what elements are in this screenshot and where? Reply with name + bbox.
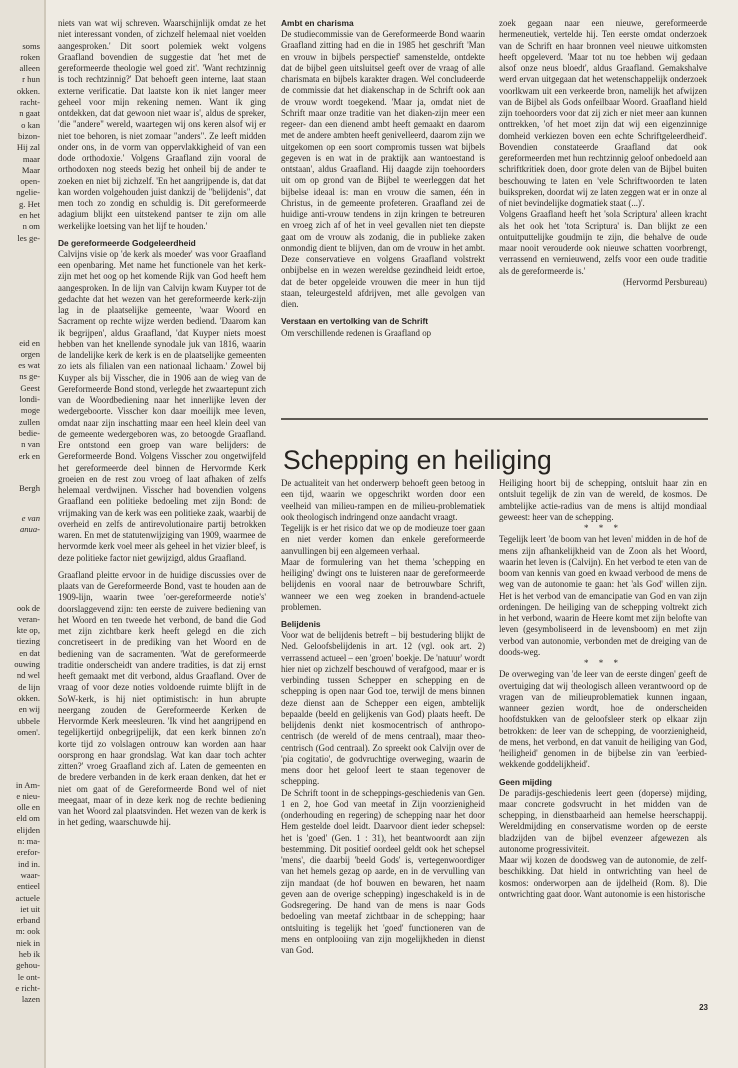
subheading: Verstaan en vertolking van de Schrift <box>281 316 429 327</box>
body-paragraph: De studiecommissie van de Gereformeerde Bond waarin Graafland zitting had en die in 1985 het geschrift 'Man en vrouw in bijbels perspectief' samenstelde, ontdekte dat de bijbel geen uitsluitsel geeft over de vraag of alle charismata en bijbels karakter dragen. Wel concludeerde de commissie dat het diakenschap in de Schrift ook aan de vrouw wordt toegekend. 'Maar ja, omdat niet de Schrift maar onze traditie van het diaken-zijn meer een regeer- dan een dienend ambt heeft gemaakt en daarom met de andere ambten heeft genivelleerd, daarom zijn we uitgekomen op een soort compromis tussen wat bijbels gegeven is en wat in de praktijk aan wantoestand is ontstaan', aldus Graafland. Hij daagde zijn toehoorders uit om op grond van de Bijbel te weerleggen dat het bijbelse ideaal is: man en vrouw die samen, één in Christus, in de gemeente profeteren. Graafland zei de huidige anti-vrouw tendens in zijn kringen te betreuren en vroeg zich af of het in veel gevallen niet ten diepste gaat om de vrouw als zodanig, die in publieke zaken onmondig dient te blijven, dan om de vrouw in het ambt. Deze conservatieve en volgens Graafland volstrekt onbijbelse en in wezen wereldse gezindheid leidt ertoe, dat de beter opgeleide vrouwen die meer in hun tijd staan, teleurgesteld afdrijven, met alle gevolgen van dien. <box>281 29 485 310</box>
prev-page-fragment-6: in Am- e nieu- olle en eld om elijden n: ma- erefor- ind in. waar- entieel actuele iet uit erband m: ook niek in heb ik gehou- le ont- e richt- lazen <box>15 779 40 1005</box>
prev-page-fragment-3: Bergh <box>19 482 40 493</box>
body-paragraph: Tegelijk is er het risico dat we op de modieuze toer gaan en niet verder komen dan enkele gereformeerde aanvullingen bij een algemeen verhaal. <box>281 523 485 556</box>
body-paragraph: De actualiteit van het onderwerp behoeft geen betoog in een tijd, waarin we opgeschrikt worden door een veelheid van milieu-rampen en de milieu-problematiek ook theologisch indringend onze aandacht vraagt. <box>281 478 485 522</box>
body-paragraph: De overweging van 'de leer van de eerste dingen' geeft de overtuiging dat wij theologisch alleen verantwoord op de vragen van de milieuproblematiek kunnen ingaan, wanneer gezien wordt, hoe de onderscheiden hoofdstukken van de geloofsleer sterk op elkaar zijn betrokken: de leer van de schepping, de voorzienigheid, de mens, het verbond, en dat vanuit de heiliging van God, 'heiligheid' genomen in de bijbelse zin van 'eerbied-wekkende goddelijkheid'. <box>499 669 707 770</box>
subheading: Belijdenis <box>281 619 321 629</box>
lower-column-1 <box>281 478 485 956</box>
body-paragraph: De Schrift toont in de scheppings-geschiedenis van Gen. 1 en 2, hoe God van meetaf in Zijn voorzienigheid (onderhouding en regering) de schepping naar het door Hem gestelde doel leidt. Daarvoor dient ieder schepsel: het is 'goed' (Gen. 1 : 31), het beantwoordt aan zijn bestemming. Dit positief oordeel geldt ook het schepsel 'mens', die daarbij 'beeld Gods' is, vertegenwoordiger van het hemels gezag op aarde, en in de vervulling van zijn mandaat (de hof bouwen en bewaren, het naam geven aan de overige schepping) ingeschakeld is in de Godsregering. De hand van de mens is naar Gods bedoeling van meetaf zichtbaar in de schepping; haar ontsluiting is tegelijk het 'goed' functioneren van de mens en ontplooiing van zijn mogelijkheden in dienst van God. <box>281 787 485 956</box>
body-paragraph: Maar wij kozen de doodsweg van de autonomie, de zelf-beschikking. Dat hield in ontwrichting van heel de kosmos: onderworpen aan de ijdelheid (Rom. 8). Die ontwrichting gaat door. Want autonomie is een historische <box>499 855 707 899</box>
page-number: 23 <box>699 1003 708 1012</box>
section-separator-stars: * * * <box>584 658 622 668</box>
upper-column-2 <box>281 18 485 339</box>
prev-page-fragment-4: e van anua- <box>19 512 40 534</box>
author-credit: (Hervormd Persbureau) <box>622 276 707 287</box>
subheading: Ambt en charisma <box>281 18 354 28</box>
body-paragraph: Heiliging hoort bij de schepping, ontsluit haar zin en ontsluit tegelijk de zin van de wereld, de kosmos. De ambtelijke actie-radius van de mens is altijd mondiaal geweest: heer van de schepping. <box>499 478 707 522</box>
body-paragraph: Graafland pleitte ervoor in de huidige discussies over de plaats van de Gereformeerde Bond, vast te houden aan de 1909-lijn, waarin twee 'oer-gereformeerde notie's' doorslaggevend zijn: ten eerste de zuivere bediening van het Woord en ten tweede het verbond, de band die God met zijn zichtbare kerk heeft gelegd en die zich concretiseert in de prediking van het Woord en de bediening van de sacramenten. 'Wat de gereformeerde traditie onderscheidt van andere tradities, is dat zij ernst heeft gemaakt met dit verbond, aldus Graafland. Over de vraag of voor deze noties voldoende ruimte blijft in de SoW-kerk, is hij niet optimistisch: in hun abrupte neergang zouden de Gereformeerde Kerken de Hervormde Kerk meesleuren. 'Ik vind het aangrijpend en tegelijkertijd onbegrijpelijk, dat een kerk binnen zo'n korte tijd zo volslagen ontrouw kan worden aan haar oorsprong en haar grondslag. Wat kan daar toch achter zitten?' vroeg Graafland zich af. Laten de gemeenten en de bredere verbanden in de kerk eraan denken, dat het er niet om gaat of de Gereformeerde Bond wel of niet meegaat, maar of in deze kerk nog de rechte bediening van het Woord zal plaatsvinden. Het wezen van de kerk is in het geding, waarschuwde hij. <box>58 569 266 828</box>
body-paragraph: Calvijns visie op 'de kerk als moeder' was voor Graafland een openbaring. Met name het functionele van het kerk-zijn met het oog op het komende Rijk van God heeft hem aangesproken. In de lijn van Calvijn kwam Kuyper tot de gedachte dat het wezen van het gereformeerde kerk-zijn lag in de plaatselijke gemeente, 'waar Woord en Sacrament op rechte wijze werden bediend. 'Daarom kan ik begrijpen', aldus Graafland, 'dat Kuyper niets moest hebben van het knellende synodale juk van 1816, waarin de landelijke kerk de kerk is en de plaatselijke gemeenten zo iets als filialen van een nationaal lichaam.' Zowel bij Kuyper als bij Visscher, die in 1906 aan de wieg van de Gereformeerde Bond stond, verlegde het zwaartepunt zich van de Woordbediening naar het innerlijke leven der wedergeboorte. Visscher kon daar moeilijk mee leven, omdat naar zijn inschatting maar een heel klein deel van de gemeente wedergeboren was, zo betoogde Graafland. Ere ontstond een groep van ware belijders: de Gereformeerde Bond. Volgens Visscher zou ongetwijfeld het gereformeerde deel binnen de Hervormde Kerk groeien en de rest zou vroeg of laat afhaken of zelfs helemaal verdwijnen. Visscher had bovendien volgens Graafland een politieke bedoeling met zijn Bond: de vrijmaking van de kerk was een politieke zaak, waarbij de overheid en zelfs de antirevolutionaire partij betrokken waren. En met de statutenwijziging van 1909, waarmee de hervormde kerk voel meer als geheel in het vizier bleef, is deze politieke factor niet gewijzigd, aldus Graafland. <box>58 248 266 563</box>
body-paragraph: De paradijs-geschiedenis leert geen (doperse) mijding, maar concrete godsvrucht in het midden van de schepping, in dienstbaarheid aan hemelse heerschappij. Wereldmijding en conservatisme worden op de eerste bladzijden van de bijbel evenzeer afgewezen als autonome progressiviteit. <box>499 787 707 854</box>
subheading: Geen mijding <box>499 776 553 787</box>
subheading: De gereformeerde Godgeleerdheid <box>58 237 196 248</box>
prev-page-fragment-5: ook de veran- kte op, tiezing en dat ouwing nd wel de lijn okken. en wij ubbele omen'. <box>14 602 40 737</box>
upper-column-3 <box>499 18 707 288</box>
body-paragraph: niets van wat wij schreven. Waarschijnlijk omdat ze het niet interessant vonden, of zichzelf helemaal niet voelden aangesproken.' Dit soort polemiek wekt volgens Graafland bovendien de suggestie dat 'het met de gereformeerde theologie wel goed zit'. 'Want rechtzinnig is toch rechtzinnig?' Dat behoeft geen interne, laat staan externe verificatie. Dat laatste kon ik niet langer meer geheel voor mijn rekening nemen. Want ik ging ontdekken, dat dat gewoon niet waar is', aldus de spreker, 'die "andere" wereld, waartegen wij ons keren alsof wij er niet toe behoren, is niet zomaar "anders". Ze leeft midden onder ons, in de vorm van oppervlakkigheid of van een dode orthodoxie.' Volgens Graafland zijn vooral de orthodoxen nog steeds bezig het onheil bij de ander te zoeken en niet bij zichzelf. 'En het aangrijpende is, dat dat kan worden volgehouden juist dankzij de "belijdenis", dat men toch zo zondig en schuldig is. Dit gereformeerde adagium blijkt een uitstekend pantser te zijn om alle werkelijke loetsing van het lijf te houden.' <box>58 18 266 231</box>
section-divider <box>281 418 708 420</box>
lower-column-2 <box>499 478 707 900</box>
body-paragraph: Om verschillende redenen is Graafland op <box>281 327 432 338</box>
body-paragraph: Volgens Graafland heeft het 'sola Scriptura' alleen kracht als het ook het 'tota Scriptura' is. Dan blijkt ze een ontuitputtelijke goudmijn te zijn, die behalve de oude maar nooit verouderde ook nieuwe schatten voorbrengt, verrassend en vernieuwend, zelfs voor een oude traditie als de gereformeerde is.' <box>499 209 707 276</box>
article-title: Schepping en heiliging <box>283 445 552 475</box>
body-paragraph: Maar de formulering van het thema 'schepping en heiliging' dwingt ons te luisteren naar de gereformeerde belijdenis en vooral naar de betrouwbare Schrift, wanneer we een weg zoeken in brandend-actuele problemen. <box>281 556 485 612</box>
upper-column-1 <box>58 18 266 829</box>
body-paragraph: Tegelijk leert 'de boom van het leven' midden in de hof de mens zijn afhankelijkheid van de Zoon als het Woord, waarin het leven is (Calvijn). En het verbod te eten van de boom van kennis van goed en kwaad verbood de mens de weg van de autonomie te gaan: het 'als God' willen zijn. Het is het verbod van de emancipatie van God en van zijn ordeningen. De heiliging van de schepping voltrekt zich in het verbond, waarin de Heere komt met zijn belofte van leven (gesymboliseerd in de levensboom) en met zijn verbod van autonomie, verbonden met de dreiging van de doods-weg. <box>499 534 707 657</box>
body-paragraph: Voor wat de belijdenis betreft – bij bestudering blijkt de Ned. Geloofsbelijdenis in art. 12 (vgl. ook art. 2) verrassend actueel – een 'groen' boekje. De 'natuur' wordt hier niet op zichzelf beschouwd of verafgood, maar er is verbinding tussen Schepper en schepping en de schepping is open naar God toe, terwijl de mens binnen deze dienst aan de Schepper een eigen, ambtelijk bepaalde (beeld en gelijkenis van God) plaats heeft. De belijdenis denkt niet kosmocentrisch of anthropo-centrisch (de wereld of de mens centraal), maar theo-centrisch (God centraal). Zo spreekt ook Calvijn over de 'pia cogitatio', de godvruchtige overweging, waarin de mens door het geloof leert te staan tegenover de schepping. <box>281 630 485 787</box>
previous-page-edge <box>0 0 46 1068</box>
prev-page-fragment-2: eid en orgen es wat ns ge- Geest londi- moge zullen bedie- n van erk en <box>18 337 40 461</box>
prev-page-fragment-1: soms roken alleen r hun okken. racht- n gaat o kan bizon- Hij zal maar Maar open- ngelie- g. Het en het n om les ge- <box>16 40 40 243</box>
body-paragraph: zoek gegaan naar een nieuwe, gereformeerde hermeneutiek, vertelde hij. Ten eerste omdat onderzoek van de Schrift en haar bronnen veel nieuwe uitkomsten heeft opgeleverd. 'Maar tot nu toe hebben wij gedaan alsof onze neus bloedt', aldus Graafland. Gemakshalve werd ervan uitgegaan dat het wetenschappelijk onderzoek voorlkwam uit een verkeerde bron, namelijk het afwijzen van de Bijbel als Gods onfeilbaar Woord. Graafland hield zijn toehoorders voor dat zij zich er niet meer aan kunnen onttrekken, 'of het moet zijn dat wij een eigenzinnige domheid verkiezen boven een echte Schriftgeleerdheid'. Bovendien constateerde Graafland dat ook gereformeerden met hun rechtzinnig geloof onbedoeld aan schriftkritiek doen, door grote delen van de Bijbel buiten beschouwing te laten en 'vele Schriftwoorden te laten buikspreken, doordat wij ze laten zeggen wat er in onze al of niet bevindelijke dogmatiek staat (...)'. <box>499 18 707 208</box>
section-separator-stars: * * * <box>584 523 622 533</box>
